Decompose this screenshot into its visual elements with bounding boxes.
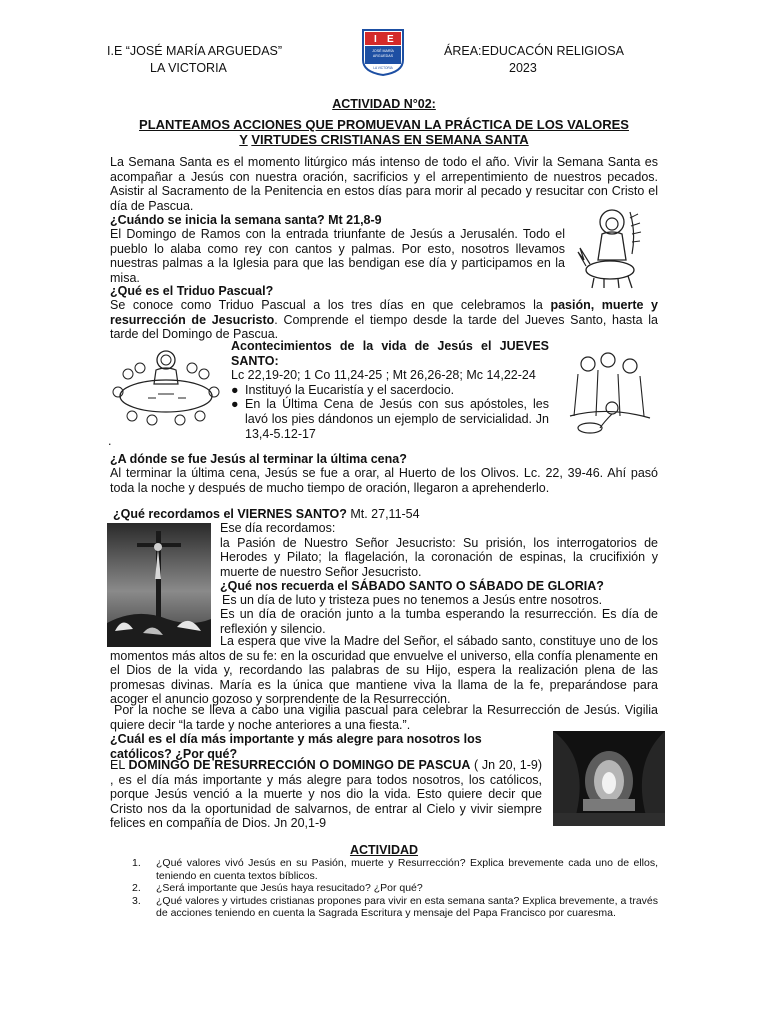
palm-sunday-illustration	[572, 204, 658, 290]
actividad-item-1: 1. ¿Qué valores vivó Jesús en su Pasión, muerte y Resurrección? Explica brevemente cada uno de ellos, teniendo en cuenta textos bíblicos.	[132, 857, 658, 882]
question-ultima-cena: ¿A dónde se fue Jesús al terminar la última cena?	[110, 452, 407, 466]
jueves-heading: Acontecimientos de la vida de Jesús el JUEVES SANTO:	[231, 339, 549, 368]
intro-paragraph: La Semana Santa es el momento litúrgico más intenso de todo el año. Vivir la Semana Santa es acompañar a Jesús con nuestra oración, sacrificios y el arrepentimiento de nuestros pecados. Asistir al Sacramento de la Penitencia en estos días para morir al pecado y resucitar con Cristo el día de Pascua.	[110, 155, 658, 213]
logo-text-3: LA VICTORIA	[373, 66, 393, 70]
answer-semana-santa: El Domingo de Ramos con la entrada triunfante de Jesús a Jerusalén. Todo el pueblo lo alaba como rey con cantos y palmas. Por esto, nosotros llevamos nuestras palmas a la Iglesia para que las bendigan ese día y participamos en la misa.	[110, 227, 565, 285]
activity-label: ACTIVIDAD N°02:	[332, 97, 436, 111]
question-dia-importante: ¿Cuál es el día más importante y más alegre para nosotros los católicos? ¿Por qué?	[110, 732, 482, 761]
stray-dot: .	[108, 434, 112, 448]
actividad-item-3: 3. ¿Qué valores y virtudes cristianas propones para vivir en esta semana santa? Explica brevemente, a través de acciones teniendo en cuenta la Sagrada Escritura y mensaje del Papa Francisco por cuaresma.	[132, 894, 658, 920]
school-district: LA VICTORIA	[150, 61, 227, 75]
empty-tomb-image	[553, 731, 665, 826]
jueves-santo-section	[231, 339, 549, 441]
school-name: I.E “JOSÉ MARÍA ARGUEDAS”	[107, 44, 283, 58]
svg-text:I: I	[374, 34, 377, 45]
crucifixion-image	[107, 523, 211, 647]
answer-sabado-2: Es un día de oración junto a la tumba esperando la resurrección. Es día de reflexión y silencio.	[220, 607, 658, 636]
actividad-heading: ACTIVIDAD	[349, 843, 419, 857]
actividad-list	[132, 857, 658, 920]
jueves-refs: Lc 22,19-20; 1 Co 11,24-25 ; Mt 26,26-28; Mc 14,22-24	[231, 368, 536, 383]
jueves-bullet-1: ● Instituyó la Eucaristía y el sacerdocio.	[231, 382, 455, 397]
actividad-item-2: 2. ¿Será importante que Jesús haya resucitado? ¿Por qué?	[132, 882, 423, 895]
school-logo	[361, 28, 405, 76]
logo-text-2: ARGUEDAS	[372, 54, 394, 58]
main-title	[100, 117, 668, 147]
question-sabado-santo: ¿Qué nos recuerda el SÁBADO SANTO O SÁBADO DE GLORIA?	[220, 579, 604, 593]
answer-ultima-cena: Al terminar la última cena, Jesús se fue a orar, al Huerto de los Olivos. Lc. 22, 39-46. Ahí pasó toda la noche y después de mucho tiempo de oración, llegaron a aprehenderlo.	[110, 466, 658, 495]
answer-sabado-4: Por la noche se lleva a cabo una vigilia pascual para celebrar la Resurrección de Jesús. Vigilia quiere decir “la tarde y noche anteriores a una fiesta.”.	[110, 703, 658, 732]
last-supper-illustration	[108, 344, 224, 426]
answer-sabado-3: La espera que vive la Madre del Señor, el sábado santo, constituye uno de los momentos más altos de su fe: en la oscuridad que envuelve el universo, ella confía plenamente en el Dios de la vida y, recordando las palabras de su Hijo, espera la realización plena de las promesas divinas. María es la única que mantiene viva la llama de la fe, preparándose para acoger el anuncio gozoso y sorprendente de la Resurrección.	[110, 634, 658, 707]
answer-sabado-1: Es un día de luto y tristeza pues no tenemos a Jesús entre nosotros.	[222, 593, 603, 607]
answer-triduo: Se conoce como Triduo Pascual a los tres días en que celebramos la pasión, muerte y resurrección de Jesucristo. Comprende el tiempo desde la tarde del Jueves Santo, hasta la tarde del Domingo de Pascua.	[110, 298, 659, 342]
answer-viernes-santo: Ese día recordamos: la Pasión de Nuestro Señor Jesucristo: Su prisión, los interrogatorios de Herodes y Pilato; la flagelación, la coronación de espinas, la crucifixión y muerte de nuestro Señor Jesucristo.	[220, 521, 658, 579]
question-triduo: ¿Qué es el Triduo Pascual?	[110, 284, 274, 298]
question-semana-santa: ¿Cuándo se inicia la semana santa? Mt 21,8-9	[110, 213, 382, 227]
svg-text:E: E	[387, 34, 394, 45]
title-line-1: PLANTEAMOS ACCIONES QUE PROMUEVAN LA PRÁCTICA DE LOS VALORES	[139, 117, 629, 132]
title-line-2: Y VIRTUDES CRISTIANAS EN SEMANA SANTA	[239, 132, 529, 147]
year-label: 2023	[509, 61, 537, 75]
washing-feet-illustration	[560, 346, 658, 438]
jueves-bullet-2: ● En la Última Cena de Jesús con sus apóstoles, les lavó los pies dándonos un ejemplo de servicialidad. Jn 13,4-5.12-17	[231, 397, 549, 441]
logo-text-1: JOSÉ MARÍA	[372, 49, 394, 53]
answer-dia-importante: EL DOMINGO DE RESURRECCIÓN O DOMINGO DE PASCUA ( Jn 20, 1-9) , es el día más importante y más alegre para todos nosotros, los católicos, porque Jesús venció a la muerte y nos dio la vida. Esto quiere decir que Cristo nos da la oportunidad de salvarnos, de entrar al Cielo y vivir siempre felices en compañía de Dios. Jn 20,1-9	[110, 758, 542, 831]
area-label: ÁREA:EDUCACÓN RELIGIOSA	[444, 44, 624, 58]
question-viernes-santo: ¿Qué recordamos el VIERNES SANTO? Mt. 27,11-54	[113, 507, 420, 521]
